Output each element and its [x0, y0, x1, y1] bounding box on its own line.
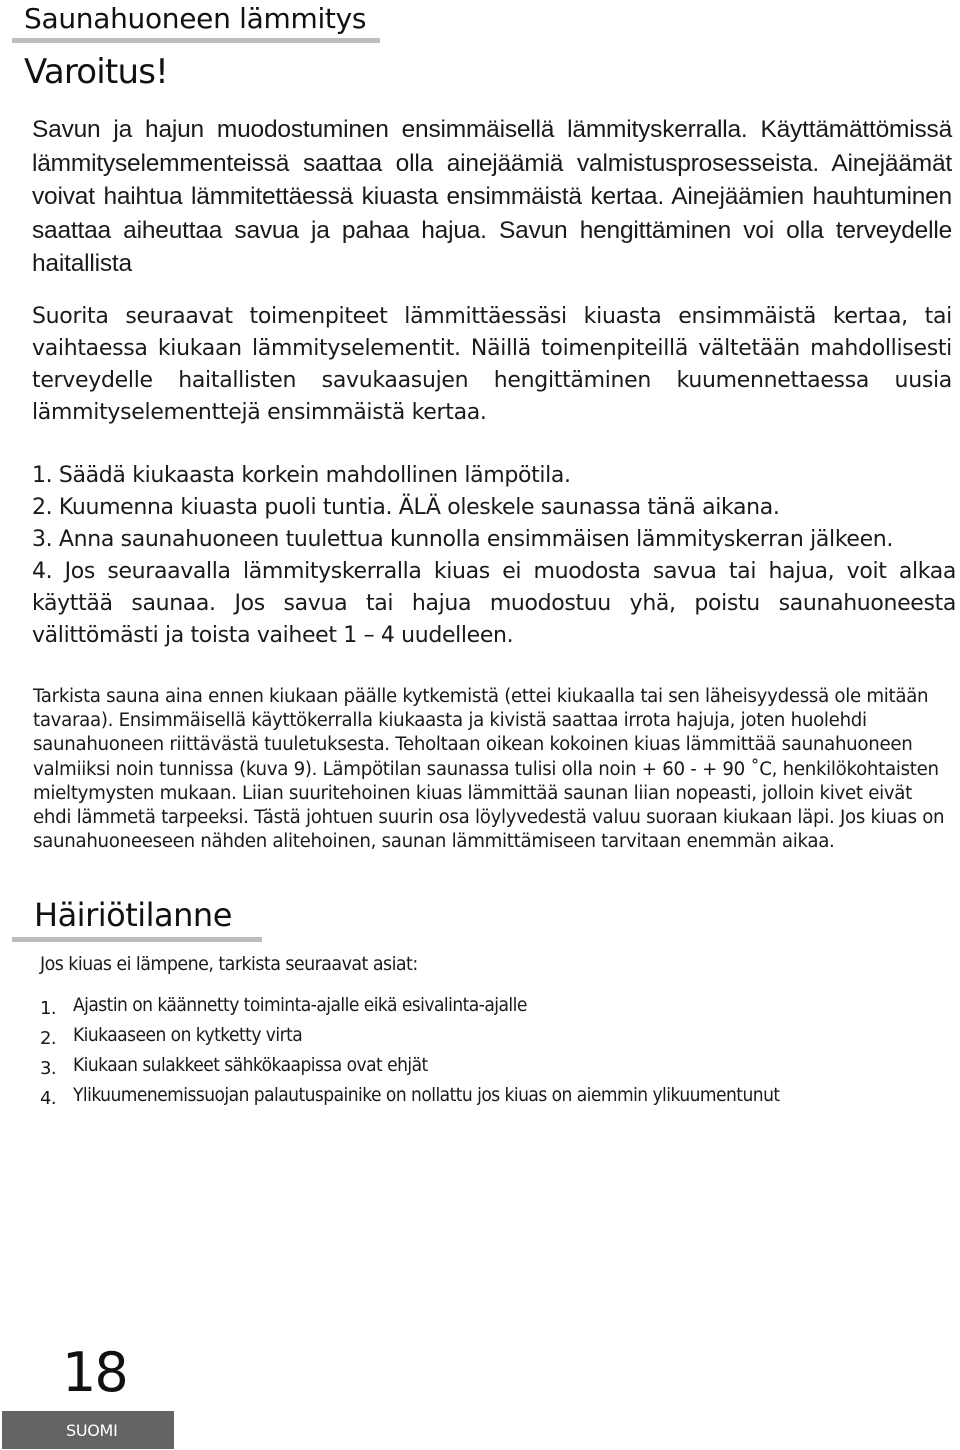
- language-tab: [2, 1411, 174, 1449]
- list-item-text: Ylikuumenemissuojan palautuspainike on nollattu jos kiuas on aiemmin ylikuumentunut: [73, 1084, 780, 1106]
- step-item: 2. Kuumenna kiuasta puoli tuntia. ÄLÄ oleskele saunassa tänä aikana.: [32, 495, 780, 520]
- warning-paragraph: Savun ja hajun muodostuminen ensimmäisellä lämmityskerralla. Käyttämättömissä lämmityselemmenteissä saattaa olla ainejäämiä valmistusprosesseista. Ainejäämät voivat haihtua lämmitettäessä kiuasta ensimmäistä kertaa. Ainejäämien hauhtuminen saattaa aiheuttaa savua ja pahaa hajua. Savun hengittäminen voi olla terveydelle haitallista: [32, 116, 952, 277]
- list-item-number: 3.: [40, 1058, 56, 1079]
- section-title-underline: [12, 38, 380, 43]
- steps-list: [32, 460, 956, 652]
- warning-title: Varoitus!: [24, 52, 168, 92]
- list-item: [40, 992, 940, 1022]
- step-item: 3. Anna saunahuoneen tuulettua kunnolla ensimmäisen lämmityskerran jälkeen.: [32, 527, 894, 552]
- troubleshooting-title-underline: [12, 937, 262, 942]
- section-title: Saunahuoneen lämmitys: [24, 2, 367, 35]
- step-item: 4. Jos seuraavalla lämmityskerralla kiuas ei muodosta savua tai hajua, voit alkaa käyttää saunaa. Jos savua tai hajua muodostuu yhä, poistu saunahuoneesta välittömästi ja toista vaiheet 1 – 4 uudelleen.: [32, 559, 956, 648]
- list-item-text: Kiukaan sulakkeet sähkökaapissa ovat ehjät: [73, 1054, 428, 1076]
- language-label: SUOMI: [66, 1420, 118, 1440]
- troubleshooting-intro: Jos kiuas ei lämpene, tarkista seuraavat asiat:: [40, 953, 418, 975]
- list-item-text: Kiukaaseen on kytketty virta: [73, 1024, 303, 1046]
- list-item: [40, 1022, 940, 1052]
- list-item-number: 1.: [40, 998, 56, 1019]
- list-item-text: Ajastin on käännetty toiminta-ajalle eikä esivalinta-ajalle: [73, 994, 527, 1016]
- step-item: 1. Säädä kiukaasta korkein mahdollinen lämpötila.: [32, 463, 571, 488]
- list-item: [40, 1082, 940, 1112]
- list-item-number: 4.: [40, 1088, 56, 1109]
- list-item: [40, 1052, 940, 1082]
- pre-heating-check-paragraph: Tarkista sauna aina ennen kiukaan päälle kytkemistä (ettei kiukaalla tai sen läheisyydessä ole mitään tavaraa). Ensimmäisellä käyttökerralla kiukaasta ja kivistä saattaa irrota hajuja, joten huolehdi saunahuoneen riittävästä tuuletuksesta. Teholtaan oikean kokoinen kiuas lämmittää saunahuoneen valmiiksi noin tunnissa (kuva 9). Lämpötilan saunassa tulisi olla noin + 60 - + 90 ˚C, henkilökohtaisten mieltymysten mukaan. Liian suuritehoinen kiuas lämmittää saunan liian nopeasti, jolloin kivet eivät ehdi lämmetä tarpeeksi. Tästä johtuen suurin osa löylyvedestä valuu suoraan kiukaan läpi. Jos kiuas on saunahuoneeseen nähden alitehoinen, saunan lämmittämiseen tarvitaan enemmän aikaa.: [33, 686, 945, 853]
- list-item-number: 2.: [40, 1028, 56, 1049]
- troubleshooting-list: [40, 992, 940, 1112]
- page-number: 18: [62, 1341, 127, 1404]
- instructions-paragraph: Suorita seuraavat toimenpiteet lämmittäessäsi kiuasta ensimmäistä kertaa, tai vaihtaessa kiukaan lämmityselementit. Näillä toimenpiteillä vältetään mahdollisesti terveydelle haitallisten savukaasujen hengittäminen kuumennettaessa uusia lämmityselementtejä ensimmäistä kertaa.: [32, 304, 952, 425]
- troubleshooting-title: Häiriötilanne: [34, 896, 232, 934]
